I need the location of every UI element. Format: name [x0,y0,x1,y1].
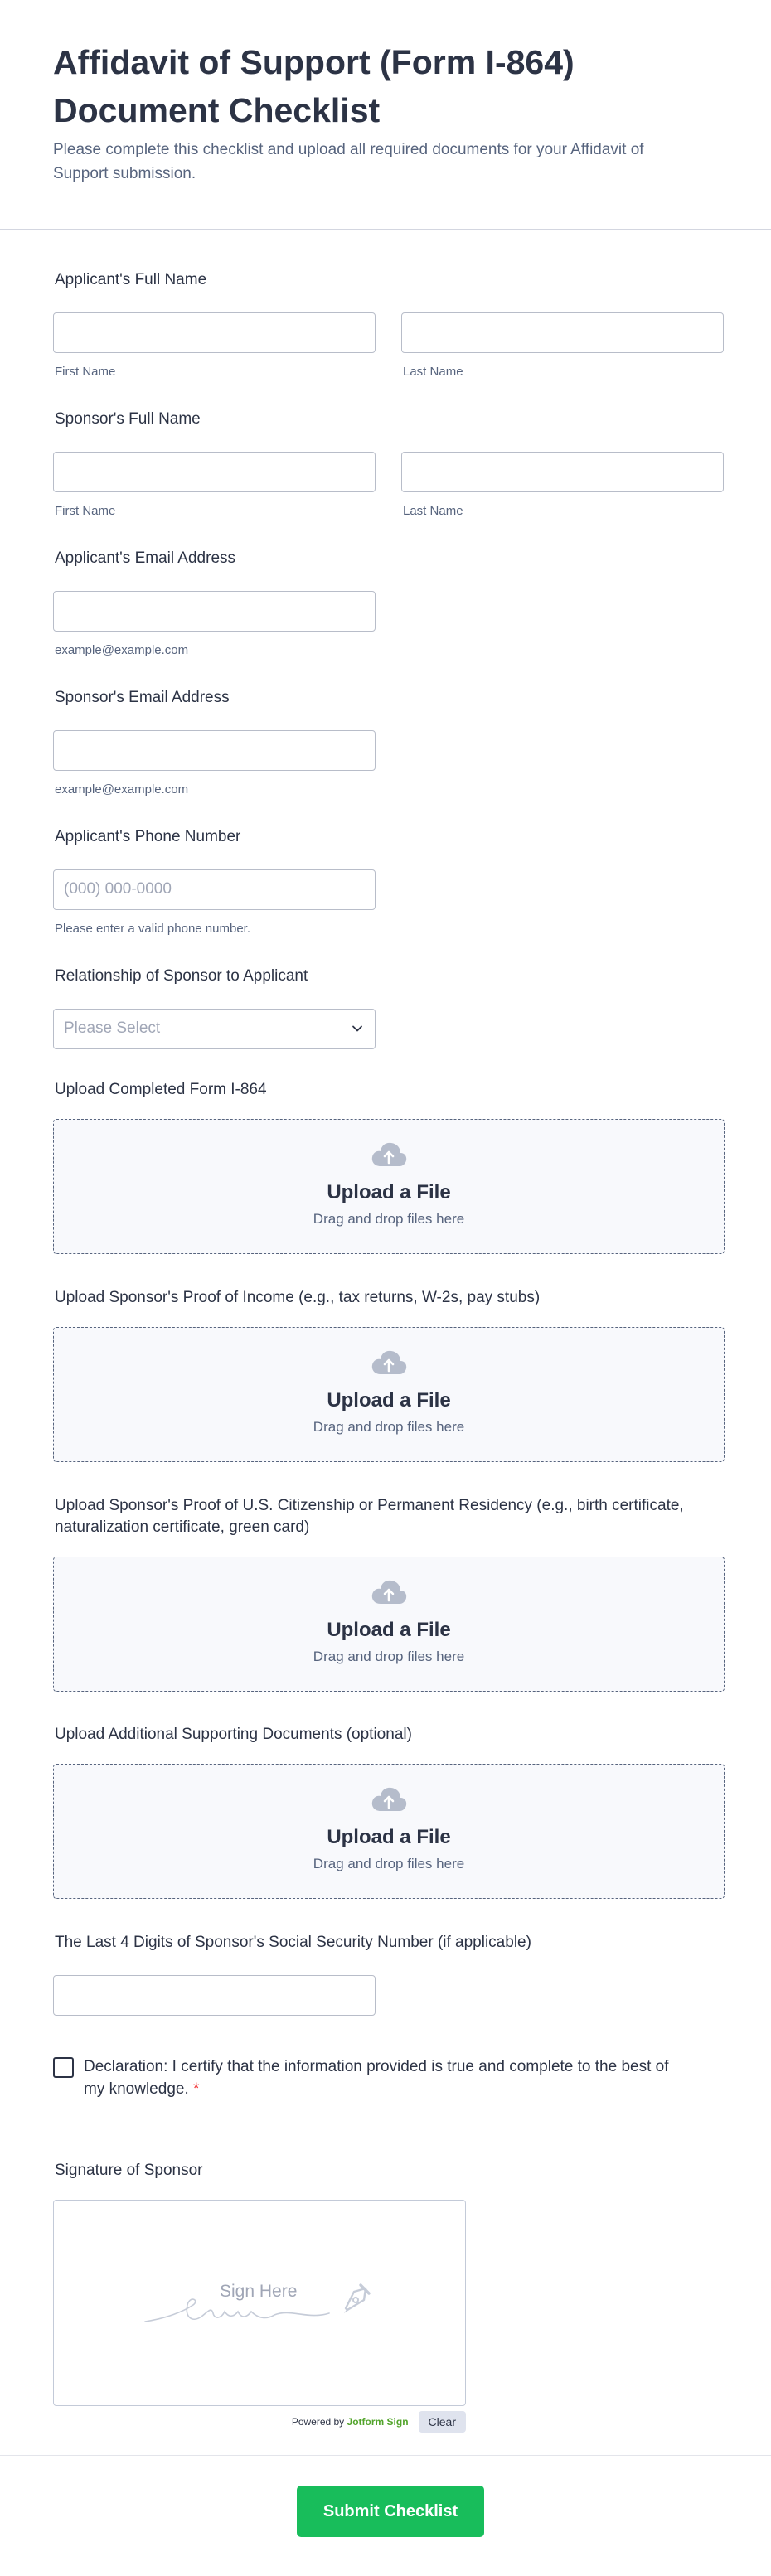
form-footer [0,2455,771,2576]
signature-placeholder: Sign Here [220,2282,298,2301]
applicant-last-name-input[interactable] [401,312,724,353]
relationship-label: Relationship of Sponsor to Applicant [55,967,308,985]
signature-field [53,2160,466,2433]
applicant-email-label: Applicant's Email Address [55,550,236,567]
upload-i864-title: Upload a File [327,1181,451,1203]
sponsor-email-field [53,687,376,797]
declaration-field [53,2055,681,2100]
sponsor-email-sublabel: example@example.com [55,782,189,797]
declaration-text [84,2055,681,2100]
sponsor-first-name-sublabel: First Name [55,504,116,518]
upload-income-field [53,1287,725,1462]
upload-citizenship-sub: Drag and drop files here [313,1649,465,1664]
signature-pad[interactable] [53,2200,466,2406]
sponsor-email-label: Sponsor's Email Address [55,689,230,706]
declaration-label: Declaration: I certify that the information provided is true and complete to the best of my knowledge. [84,2058,669,2098]
page-title: Affidavit of Support (Form I-864) Document Checklist [53,43,575,129]
applicant-phone-label: Applicant's Phone Number [55,828,241,845]
sponsor-first-name-input[interactable] [53,452,376,492]
chevron-down-icon [352,1023,363,1034]
upload-income-title: Upload a File [327,1389,451,1411]
upload-additional-title: Upload a File [327,1826,451,1848]
ssn-label: The Last 4 Digits of Sponsor's Social Security Number (if applicable) [55,1934,531,1951]
relationship-select[interactable] [53,1009,376,1049]
upload-i864-sub: Drag and drop files here [313,1211,465,1227]
sponsor-last-name-sublabel: Last Name [403,504,463,518]
required-asterisk: * [193,2080,200,2098]
powered-brand: Jotform Sign [347,2416,409,2428]
upload-additional-dropzone[interactable] [53,1764,725,1899]
applicant-email-field [53,548,376,657]
phone-placeholder: (000) 000-0000 [64,880,172,898]
submit-button[interactable]: Submit Checklist [297,2486,484,2537]
relationship-field [53,966,376,1049]
relationship-placeholder: Please Select [64,1019,161,1037]
upload-income-sub: Drag and drop files here [313,1419,465,1435]
applicant-first-name-sublabel: First Name [55,365,116,379]
ssn-field [53,1932,531,2016]
applicant-last-name-sublabel: Last Name [403,365,463,379]
upload-i864-field [53,1079,725,1254]
upload-additional-field [53,1724,725,1899]
powered-prefix: Powered by [291,2416,345,2428]
upload-citizenship-dropzone[interactable] [53,1557,725,1692]
cloud-upload-icon [369,1576,409,1609]
applicant-phone-field [53,826,376,936]
cloud-upload-icon [369,1783,409,1816]
signature-label: Signature of Sponsor [55,2162,203,2179]
applicant-email-input[interactable] [53,591,376,632]
upload-citizenship-label: Upload Sponsor's Proof of U.S. Citizenship or Permanent Residency (e.g., birth certificate, naturalization certificate, green card) [55,1497,684,1536]
applicant-phone-input[interactable] [53,869,376,910]
sponsor-last-name-input[interactable] [401,452,724,492]
powered-by-text [292,2416,409,2428]
cloud-upload-icon [369,1346,409,1379]
applicant-name-label: Applicant's Full Name [55,271,207,288]
cloud-upload-icon [369,1138,409,1171]
upload-additional-label: Upload Additional Supporting Documents (optional) [55,1726,412,1743]
upload-income-dropzone[interactable] [53,1327,725,1462]
ssn-input[interactable] [53,1975,376,2016]
upload-i864-label: Upload Completed Form I-864 [55,1081,267,1098]
sponsor-name-label: Sponsor's Full Name [55,410,201,428]
upload-income-label: Upload Sponsor's Proof of Income (e.g., tax returns, W-2s, pay stubs) [55,1289,541,1306]
applicant-email-sublabel: example@example.com [55,643,189,657]
sponsor-email-input[interactable] [53,730,376,771]
upload-citizenship-field [53,1495,725,1692]
form-header [0,0,771,230]
clear-signature-button[interactable]: Clear [419,2411,466,2433]
applicant-first-name-input[interactable] [53,312,376,353]
page-subtitle: Please complete this checklist and upload all required documents for your Affidavit of Support submission. [53,141,644,182]
applicant-name-field [53,269,724,379]
sponsor-name-field [53,409,724,518]
upload-i864-dropzone[interactable] [53,1119,725,1254]
declaration-checkbox[interactable] [53,2057,74,2078]
upload-additional-sub: Drag and drop files here [313,1856,465,1871]
upload-citizenship-title: Upload a File [327,1619,451,1641]
pen-nib-icon [336,2280,374,2318]
applicant-phone-sublabel: Please enter a valid phone number. [55,922,250,936]
